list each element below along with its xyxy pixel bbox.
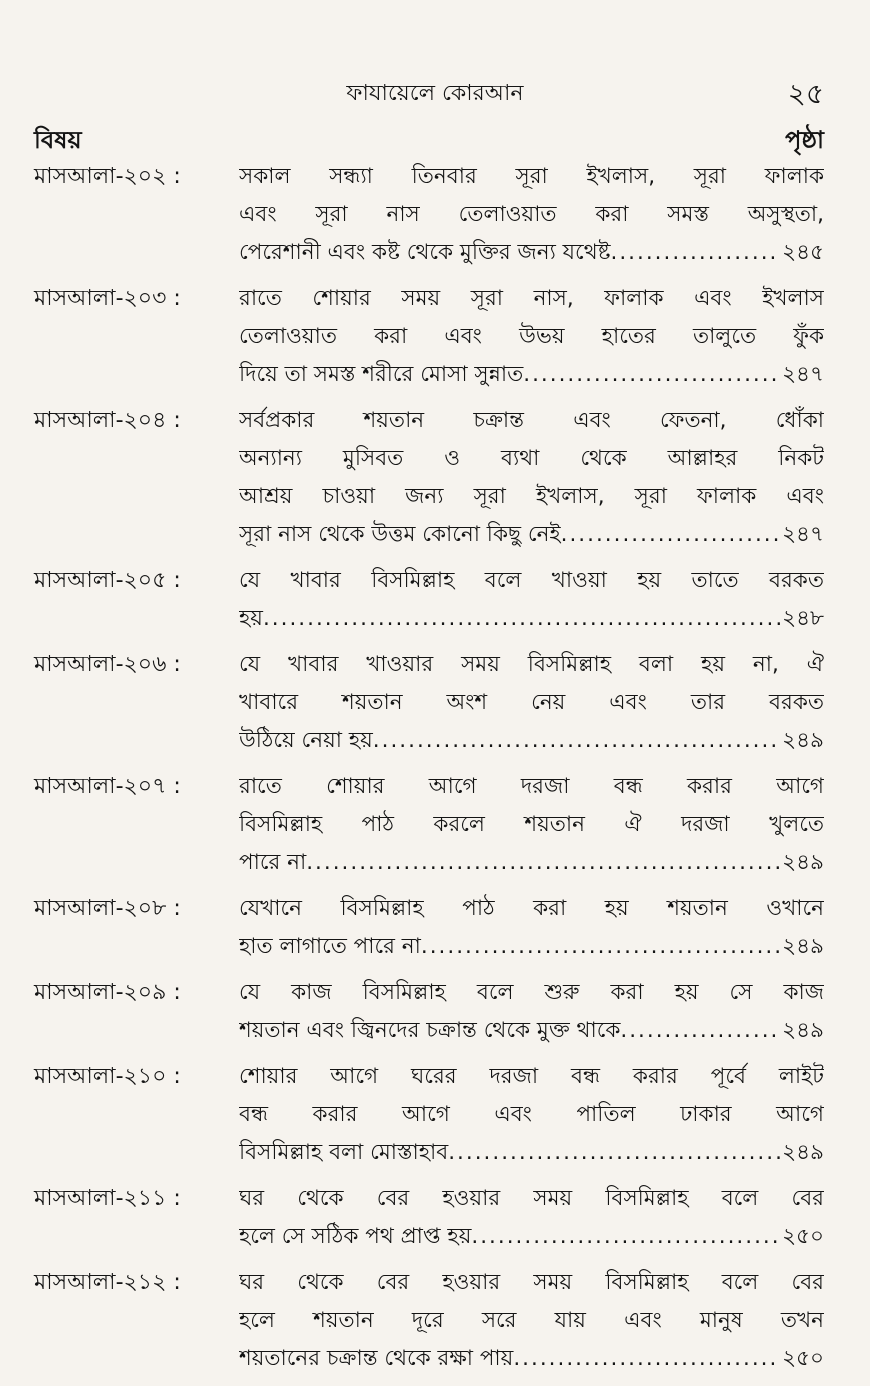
contents-entry — [34, 1058, 824, 1172]
entry-text-line: অন্যান্য মুসিবত ও ব্যথা থেকে আল্লাহর নিকট — [239, 446, 824, 471]
entry-final-line — [239, 516, 824, 554]
entry-final-line — [239, 844, 824, 882]
entry-final-line — [239, 1218, 824, 1256]
contents-entry — [34, 562, 824, 638]
entry-page-number: ২৫০ — [782, 1346, 824, 1371]
entry-text-line: যে খাবার খাওয়ার সময় বিসমিল্লাহ বলা হয় না, ঐ — [239, 652, 824, 677]
dot-leader — [523, 356, 780, 394]
entry-text-line: যে কাজ বিসমিল্লাহ বলে শুরু করা হয় সে কাজ — [239, 980, 824, 1005]
dot-leader — [263, 600, 780, 638]
entry-text-line: পারে না — [239, 850, 307, 875]
entry-text-line: বন্ধ করার আগে এবং পাতিল ঢাকার আগে — [239, 1102, 824, 1127]
entry-description — [239, 1058, 824, 1172]
entry-text-line: সর্বপ্রকার শয়তান চক্রান্ত এবং ফেতনা, ধোঁকা — [239, 408, 824, 433]
entry-page-number: ২৪৯ — [782, 1140, 824, 1165]
entry-label: মাসআলা-২১০ : — [34, 1064, 181, 1089]
entry-final-line — [239, 1134, 824, 1172]
entry-text-line: বিসমিল্লাহ বলা মোস্তাহাব — [239, 1140, 449, 1165]
entry-description — [239, 280, 824, 394]
dot-leader — [611, 234, 781, 272]
entry-text-line: শয়তান এবং জ্বিনদের চক্রান্ত থেকে মুক্ত থাকে — [239, 1018, 621, 1043]
dot-leader — [513, 1340, 780, 1378]
entry-label: মাসআলা-২০৩ : — [34, 286, 181, 311]
entry-text-line: এবং সূরা নাস তেলাওয়াত করা সমস্ত অসুস্থতা, — [239, 202, 824, 227]
entry-final-line — [239, 722, 824, 760]
entry-label: মাসআলা-২১২ : — [34, 1270, 181, 1295]
entry-final-line — [239, 1012, 824, 1050]
dot-leader — [373, 722, 780, 760]
entry-description — [239, 1180, 824, 1256]
entry-label: মাসআলা-২০৪ : — [34, 408, 181, 433]
entry-final-line — [239, 600, 824, 638]
dot-leader — [471, 1218, 780, 1256]
entry-label: মাসআলা-২০২ : — [34, 164, 181, 189]
entry-final-line — [239, 356, 824, 394]
entry-text-line: ঘর থেকে বের হওয়ার সময় বিসমিল্লাহ বলে বের — [239, 1270, 824, 1295]
entry-label: মাসআলা-২০৫ : — [34, 568, 181, 593]
dot-leader — [561, 516, 780, 554]
entry-text-line: আশ্রয় চাওয়া জন্য সূরা ইখলাস, সূরা ফালাক এবং — [239, 484, 824, 509]
entry-text-line: পেরেশানী এবং কষ্ট থেকে মুক্তির জন্য যথেষ্ট — [239, 240, 611, 265]
entry-page-number: ২৪৮ — [782, 606, 824, 631]
entry-page-number: ২৪৯ — [782, 850, 824, 875]
contents-entry — [34, 1264, 824, 1378]
contents-entry — [34, 890, 824, 966]
entry-text-line: রাতে শোয়ার আগে দরজা বন্ধ করার আগে — [239, 774, 824, 799]
entry-description — [239, 890, 824, 966]
entry-description — [239, 974, 824, 1050]
entry-page-number: ২৪৯ — [782, 1018, 824, 1043]
entry-description — [239, 1264, 824, 1378]
contents-entry — [34, 768, 824, 882]
entry-page-number: ২৪৫ — [782, 240, 824, 265]
entry-text-line: উঠিয়ে নেয়া হয় — [239, 728, 373, 753]
entry-label: মাসআলা-২০৬ : — [34, 652, 181, 677]
entry-text-line: সূরা নাস থেকে উত্তম কোনো কিছু নেই — [239, 522, 561, 547]
entry-label: মাসআলা-২০৮ : — [34, 896, 181, 921]
entry-text-line: শয়তানের চক্রান্ত থেকে রক্ষা পায় — [239, 1346, 514, 1371]
page-number: ২৫ — [787, 77, 824, 110]
contents-entry — [34, 402, 824, 554]
entry-page-number: ২৫০ — [782, 1224, 824, 1249]
entry-page-number: ২৪৯ — [782, 934, 824, 959]
entry-text-line: হয় — [239, 606, 263, 631]
entry-text-line: ঘর থেকে বের হওয়ার সময় বিসমিল্লাহ বলে বের — [239, 1186, 824, 1211]
entry-text-line: দিয়ে তা সমস্ত শরীরে মোসা সুন্নাত — [239, 362, 524, 387]
entry-description — [239, 768, 824, 882]
entry-page-number: ২৪৭ — [782, 522, 824, 547]
entry-text-line: যেখানে বিসমিল্লাহ পাঠ করা হয় শয়তান ওখানে — [239, 896, 824, 921]
contents-entry — [34, 646, 824, 760]
entry-final-line — [239, 928, 824, 966]
entry-text-line: বিসমিল্লাহ পাঠ করলে শয়তান ঐ দরজা খুলতে — [239, 812, 824, 837]
page-column-heading: পৃষ্ঠা — [785, 126, 824, 154]
contents-entry — [34, 158, 824, 272]
entry-text-line: যে খাবার বিসমিল্লাহ বলে খাওয়া হয় তাতে বরকত — [239, 568, 824, 593]
entry-text-line: হলে শয়তান দূরে সরে যায় এবং মানুষ তখন — [239, 1308, 824, 1333]
dot-leader — [448, 1134, 780, 1172]
entry-description — [239, 646, 824, 760]
entry-final-line — [239, 1340, 824, 1378]
entry-text-line: রাতে শোয়ার সময় সূরা নাস, ফালাক এবং ইখলাস — [239, 286, 824, 311]
entry-text-line: তেলাওয়াত করা এবং উভয় হাতের তালুতে ফুঁক — [239, 324, 824, 349]
contents-entry — [34, 280, 824, 394]
entry-label: মাসআলা-২০৭ : — [34, 774, 181, 799]
entry-text-line: সকাল সন্ধ্যা তিনবার সূরা ইখলাস, সূরা ফালাক — [239, 164, 824, 189]
contents-entry — [34, 974, 824, 1050]
running-title: ফাযায়েলে কোরআন — [346, 81, 524, 106]
contents-list — [34, 158, 824, 1386]
entry-text-line: খাবারে শয়তান অংশ নেয় এবং তার বরকত — [239, 690, 824, 715]
dot-leader — [421, 928, 780, 966]
entry-final-line — [239, 234, 824, 272]
entry-text-line: হাত লাগাতে পারে না — [239, 934, 421, 959]
dot-leader — [620, 1012, 780, 1050]
entry-label: মাসআলা-২১১ : — [34, 1186, 181, 1211]
subject-column-heading: বিষয় — [34, 126, 82, 154]
entry-text-line: হলে সে সঠিক পথ প্রাপ্ত হয় — [239, 1224, 472, 1249]
entry-label: মাসআলা-২০৯ : — [34, 980, 181, 1005]
entry-description — [239, 158, 824, 272]
dot-leader — [306, 844, 780, 882]
entry-description — [239, 562, 824, 638]
entry-text-line: শোয়ার আগে ঘরের দরজা বন্ধ করার পূর্বে লাইট — [239, 1064, 824, 1089]
contents-entry — [34, 1180, 824, 1256]
entry-description — [239, 402, 824, 554]
entry-page-number: ২৪৯ — [782, 728, 824, 753]
entry-page-number: ২৪৭ — [782, 362, 824, 387]
